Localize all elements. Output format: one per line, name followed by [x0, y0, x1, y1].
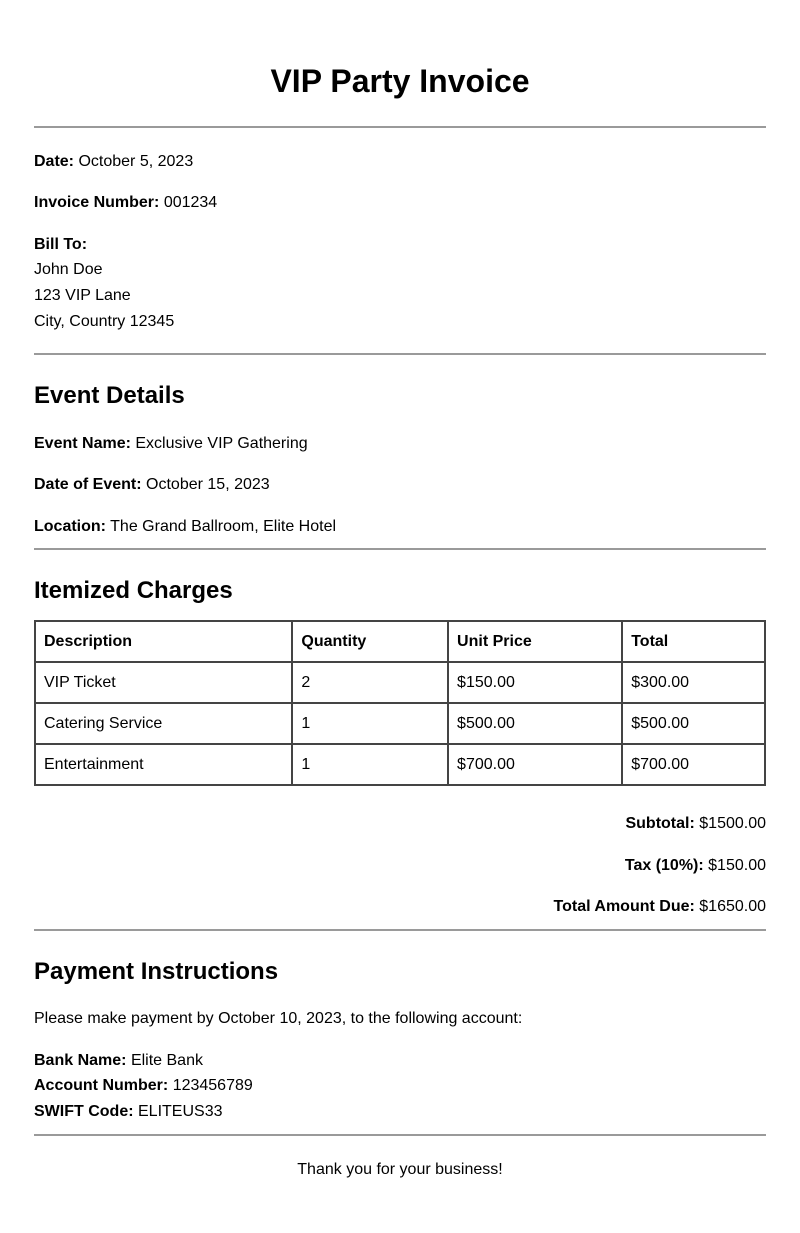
- subtotal-value: $1500.00: [699, 815, 766, 832]
- swift-code-label: SWIFT Code:: [34, 1103, 134, 1120]
- table-header-row: [35, 621, 765, 662]
- tax-value: $150.00: [708, 857, 766, 874]
- cell-quantity: 2: [292, 662, 448, 703]
- cell-description: VIP Ticket: [35, 662, 292, 703]
- bank-name-value: Elite Bank: [130, 1052, 203, 1069]
- event-name-label: Event Name:: [34, 435, 131, 452]
- bank-name-label: Bank Name:: [34, 1052, 127, 1069]
- date-value: October 5, 2023: [78, 153, 194, 170]
- payment-intro: Please make payment by October 10, 2023, to the following account:: [34, 1010, 523, 1027]
- table-row: [35, 703, 765, 744]
- tax-label: Tax (10%):: [624, 857, 704, 874]
- tax: [625, 856, 766, 876]
- invoice-number: [34, 193, 217, 213]
- charges-table: [34, 620, 766, 786]
- cell-unit-price: $500.00: [448, 703, 622, 744]
- event-date: [34, 475, 270, 495]
- bill-to-street: 123 VIP Lane: [34, 287, 131, 304]
- event-location-label: Location:: [34, 518, 106, 535]
- column-header-total: Total: [622, 621, 765, 662]
- divider: [34, 126, 766, 128]
- event-location-value: The Grand Ballroom, Elite Hotel: [110, 518, 337, 535]
- column-header-unit-price: Unit Price: [448, 621, 622, 662]
- column-header-quantity: Quantity: [292, 621, 448, 662]
- date-label: Date:: [34, 153, 75, 170]
- cell-unit-price: $150.00: [448, 662, 622, 703]
- invoice-number-label: Invoice Number:: [34, 194, 160, 211]
- cell-total: $500.00: [622, 703, 765, 744]
- divider: [34, 353, 766, 355]
- cell-description: Catering Service: [35, 703, 292, 744]
- bill-to-name: John Doe: [34, 261, 103, 278]
- total-amount-due: [554, 897, 767, 917]
- cell-unit-price: $700.00: [448, 744, 622, 785]
- divider: [34, 929, 766, 931]
- account-number-value: 123456789: [172, 1077, 253, 1094]
- cell-total: $700.00: [622, 744, 765, 785]
- cell-quantity: 1: [292, 744, 448, 785]
- divider: [34, 1134, 766, 1136]
- table-row: [35, 744, 765, 785]
- bank-name: [34, 1051, 203, 1071]
- thank-you-note: Thank you for your business!: [297, 1161, 503, 1178]
- invoice-date: [34, 152, 193, 172]
- column-header-description: Description: [35, 621, 292, 662]
- subtotal: [625, 814, 766, 834]
- event-date-label: Date of Event:: [34, 476, 142, 493]
- subtotal-label: Subtotal:: [625, 815, 695, 832]
- event-location: [34, 517, 336, 537]
- cell-quantity: 1: [292, 703, 448, 744]
- event-name: [34, 434, 308, 454]
- total-due-label: Total Amount Due:: [553, 898, 695, 915]
- event-name-value: Exclusive VIP Gathering: [135, 435, 308, 452]
- bill-to-label: Bill To:: [34, 236, 88, 253]
- event-date-value: October 15, 2023: [146, 476, 270, 493]
- total-due-value: $1650.00: [699, 898, 766, 915]
- divider: [34, 548, 766, 550]
- bill-to-city: City, Country 12345: [34, 313, 175, 330]
- account-number-label: Account Number:: [34, 1077, 169, 1094]
- page-title: VIP Party Invoice: [270, 63, 530, 99]
- invoice-number-value: 001234: [163, 194, 218, 211]
- itemized-charges-heading: Itemized Charges: [34, 577, 233, 604]
- payment-instructions-heading: Payment Instructions: [34, 958, 279, 985]
- event-details-heading: Event Details: [34, 382, 185, 409]
- cell-total: $300.00: [622, 662, 765, 703]
- account-number: [34, 1076, 253, 1096]
- swift-code: [34, 1102, 222, 1122]
- table-row: [35, 662, 765, 703]
- swift-code-value: ELITEUS33: [138, 1103, 223, 1120]
- cell-description: Entertainment: [35, 744, 292, 785]
